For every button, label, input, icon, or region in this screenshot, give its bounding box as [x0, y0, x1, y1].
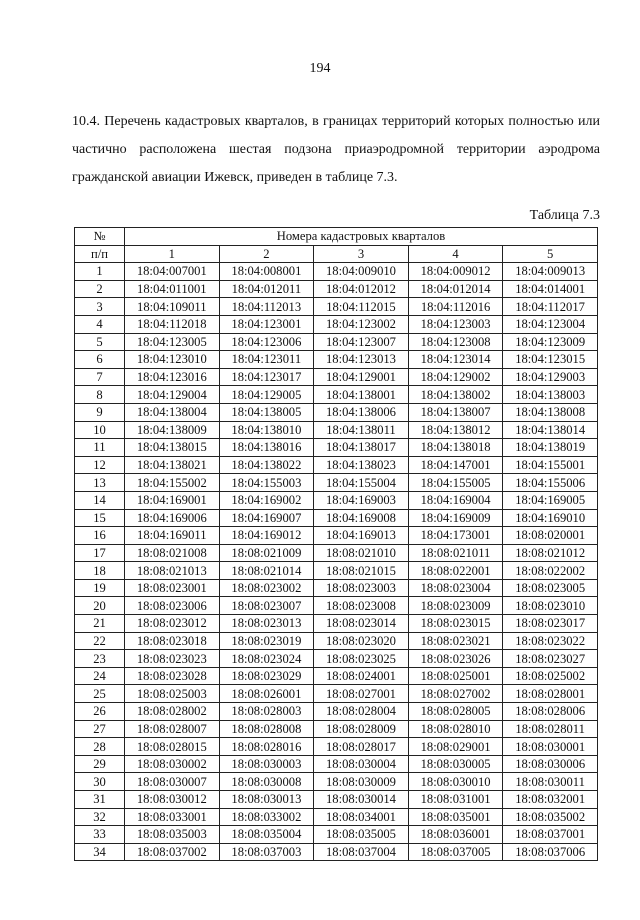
cadastral-number-cell: 18:08:023002: [219, 579, 314, 597]
cadastral-number-cell: 18:08:028017: [314, 738, 409, 756]
cadastral-number-cell: 18:04:138002: [408, 386, 503, 404]
cadastral-number-cell: 18:04:173001: [408, 527, 503, 545]
cadastral-number-cell: 18:04:012011: [219, 280, 314, 298]
table-row: [75, 263, 598, 281]
cadastral-number-cell: 18:08:023012: [125, 615, 220, 633]
cadastral-number-cell: 18:08:031001: [408, 791, 503, 809]
cadastral-number-cell: 18:08:028015: [125, 738, 220, 756]
cadastral-number-cell: 18:08:030006: [503, 755, 598, 773]
cadastral-number-cell: 18:08:021009: [219, 544, 314, 562]
page-number: 194: [309, 61, 331, 76]
cadastral-number-cell: 18:08:023006: [125, 597, 220, 615]
row-number-cell: 16: [75, 527, 125, 545]
cadastral-number-cell: 18:08:023023: [125, 650, 220, 668]
cadastral-number-cell: 18:04:012012: [314, 280, 409, 298]
row-number-cell: 26: [75, 703, 125, 721]
cadastral-number-cell: 18:04:123011: [219, 351, 314, 369]
cadastral-number-cell: 18:04:138005: [219, 403, 314, 421]
row-number-cell: 1: [75, 263, 125, 281]
row-number-cell: 33: [75, 826, 125, 844]
cadastral-number-cell: 18:04:009013: [503, 263, 598, 281]
row-number-cell: 8: [75, 386, 125, 404]
cadastral-number-cell: 18:04:155006: [503, 474, 598, 492]
cadastral-number-cell: 18:08:023020: [314, 632, 409, 650]
table-row: [75, 773, 598, 791]
cadastral-number-cell: 18:04:138018: [408, 439, 503, 457]
cadastral-number-cell: 18:08:036001: [408, 826, 503, 844]
table-row: [75, 808, 598, 826]
cadastral-number-cell: 18:08:025003: [125, 685, 220, 703]
cadastral-number-cell: 18:08:023027: [503, 650, 598, 668]
cadastral-number-cell: 18:08:023010: [503, 597, 598, 615]
cadastral-number-cell: 18:08:021012: [503, 544, 598, 562]
table-row: [75, 843, 598, 861]
cadastral-number-cell: 18:08:028008: [219, 720, 314, 738]
row-number-cell: 27: [75, 720, 125, 738]
table-row: [75, 650, 598, 668]
cadastral-number-cell: 18:04:155002: [125, 474, 220, 492]
cadastral-number-cell: 18:08:037006: [503, 843, 598, 861]
cadastral-number-cell: 18:08:030004: [314, 755, 409, 773]
table-row: [75, 315, 598, 333]
cadastral-number-cell: 18:04:112017: [503, 298, 598, 316]
cadastral-number-cell: 18:04:138023: [314, 456, 409, 474]
cadastral-number-cell: 18:08:021010: [314, 544, 409, 562]
cadastral-number-cell: 18:04:129005: [219, 386, 314, 404]
table-row: [75, 333, 598, 351]
cadastral-number-cell: 18:08:024001: [314, 667, 409, 685]
cadastral-number-cell: 18:08:037005: [408, 843, 503, 861]
row-number-cell: 28: [75, 738, 125, 756]
cadastral-number-cell: 18:04:138001: [314, 386, 409, 404]
cadastral-number-cell: 18:04:011001: [125, 280, 220, 298]
cadastral-number-cell: 18:04:007001: [125, 263, 220, 281]
cadastral-number-cell: 18:08:028009: [314, 720, 409, 738]
cadastral-number-cell: 18:08:023013: [219, 615, 314, 633]
cadastral-number-cell: 18:08:027002: [408, 685, 503, 703]
cadastral-number-cell: 18:08:023029: [219, 667, 314, 685]
cadastral-number-cell: 18:08:034001: [314, 808, 409, 826]
table-row: [75, 667, 598, 685]
cadastral-number-cell: 18:04:155005: [408, 474, 503, 492]
cadastral-number-cell: 18:04:112013: [219, 298, 314, 316]
row-number-cell: 2: [75, 280, 125, 298]
row-number-cell: 6: [75, 351, 125, 369]
cadastral-number-cell: 18:04:138016: [219, 439, 314, 457]
table-row: [75, 509, 598, 527]
cadastral-number-cell: 18:08:035005: [314, 826, 409, 844]
cadastral-number-cell: 18:08:028003: [219, 703, 314, 721]
cadastral-number-cell: 18:04:138014: [503, 421, 598, 439]
row-number-cell: 23: [75, 650, 125, 668]
cadastral-number-cell: 18:08:023022: [503, 632, 598, 650]
cadastral-number-cell: 18:04:169001: [125, 491, 220, 509]
cadastral-number-cell: 18:04:123004: [503, 315, 598, 333]
cadastral-number-cell: 18:04:138003: [503, 386, 598, 404]
cadastral-number-cell: 18:08:028002: [125, 703, 220, 721]
cadastral-number-cell: 18:04:112016: [408, 298, 503, 316]
cadastral-number-cell: 18:08:030012: [125, 791, 220, 809]
cadastral-number-cell: 18:08:023019: [219, 632, 314, 650]
cadastral-number-cell: 18:04:123007: [314, 333, 409, 351]
table-row: [75, 280, 598, 298]
cadastral-number-cell: 18:08:021008: [125, 544, 220, 562]
row-number-cell: 7: [75, 368, 125, 386]
table-row: [75, 403, 598, 421]
row-number-cell: 25: [75, 685, 125, 703]
table-caption: Таблица 7.3: [529, 208, 600, 223]
cadastral-number-cell: 18:04:112018: [125, 315, 220, 333]
table-row: [75, 755, 598, 773]
cadastral-number-cell: 18:04:169006: [125, 509, 220, 527]
cadastral-number-cell: 18:04:138012: [408, 421, 503, 439]
cadastral-number-cell: 18:08:023003: [314, 579, 409, 597]
cadastral-number-cell: 18:04:155003: [219, 474, 314, 492]
cadastral-number-cell: 18:04:138022: [219, 456, 314, 474]
cadastral-number-cell: 18:04:155001: [503, 456, 598, 474]
header-column-3: 3: [314, 245, 409, 263]
cadastral-number-cell: 18:08:032001: [503, 791, 598, 809]
cadastral-number-cell: 18:04:112015: [314, 298, 409, 316]
cadastral-number-cell: 18:08:030001: [503, 738, 598, 756]
cadastral-number-cell: 18:08:033001: [125, 808, 220, 826]
cadastral-number-cell: 18:04:109011: [125, 298, 220, 316]
cadastral-number-cell: 18:08:028011: [503, 720, 598, 738]
cadastral-number-cell: 18:08:022001: [408, 562, 503, 580]
table-row: [75, 597, 598, 615]
row-number-cell: 29: [75, 755, 125, 773]
cadastral-number-cell: 18:08:030013: [219, 791, 314, 809]
cadastral-number-cell: 18:04:123008: [408, 333, 503, 351]
cadastral-number-cell: 18:08:023017: [503, 615, 598, 633]
cadastral-number-cell: 18:04:138017: [314, 439, 409, 457]
cadastral-number-cell: 18:04:123009: [503, 333, 598, 351]
header-number-sign: №: [75, 228, 125, 246]
cadastral-number-cell: 18:08:037004: [314, 843, 409, 861]
row-number-cell: 34: [75, 843, 125, 861]
cadastral-number-cell: 18:04:169002: [219, 491, 314, 509]
row-number-cell: 20: [75, 597, 125, 615]
table-row: [75, 421, 598, 439]
cadastral-number-cell: 18:08:028006: [503, 703, 598, 721]
table-row: [75, 720, 598, 738]
row-number-cell: 11: [75, 439, 125, 457]
cadastral-number-cell: 18:04:138006: [314, 403, 409, 421]
cadastral-number-cell: 18:04:138015: [125, 439, 220, 457]
cadastral-number-cell: 18:04:138021: [125, 456, 220, 474]
cadastral-number-cell: 18:08:030003: [219, 755, 314, 773]
row-number-cell: 22: [75, 632, 125, 650]
table-row: [75, 703, 598, 721]
cadastral-number-cell: 18:08:035002: [503, 808, 598, 826]
header-column-5: 5: [503, 245, 598, 263]
row-number-cell: 5: [75, 333, 125, 351]
cadastral-number-cell: 18:04:123002: [314, 315, 409, 333]
row-number-cell: 10: [75, 421, 125, 439]
cadastral-number-cell: 18:08:029001: [408, 738, 503, 756]
table-row: [75, 386, 598, 404]
cadastral-number-cell: 18:04:123005: [125, 333, 220, 351]
cadastral-number-cell: 18:04:123017: [219, 368, 314, 386]
cadastral-number-cell: 18:08:021015: [314, 562, 409, 580]
table-row: [75, 615, 598, 633]
cadastral-number-cell: 18:08:023007: [219, 597, 314, 615]
cadastral-number-cell: 18:08:025002: [503, 667, 598, 685]
cadastral-number-cell: 18:08:030014: [314, 791, 409, 809]
cadastral-number-cell: 18:08:028007: [125, 720, 220, 738]
cadastral-number-cell: 18:04:138007: [408, 403, 503, 421]
cadastral-number-cell: 18:04:123014: [408, 351, 503, 369]
cadastral-number-cell: 18:04:138009: [125, 421, 220, 439]
header-column-2: 2: [219, 245, 314, 263]
cadastral-number-cell: 18:04:138008: [503, 403, 598, 421]
table-row: [75, 544, 598, 562]
header-column-1: 1: [125, 245, 220, 263]
cadastral-number-cell: 18:04:129004: [125, 386, 220, 404]
cadastral-number-cell: 18:08:023008: [314, 597, 409, 615]
cadastral-number-cell: 18:08:021014: [219, 562, 314, 580]
row-number-cell: 3: [75, 298, 125, 316]
table-row: [75, 579, 598, 597]
cadastral-number-cell: 18:04:008001: [219, 263, 314, 281]
table-row: [75, 439, 598, 457]
cadastral-number-cell: 18:08:021011: [408, 544, 503, 562]
cadastral-number-cell: 18:08:023021: [408, 632, 503, 650]
table-row: [75, 368, 598, 386]
table-row: [75, 456, 598, 474]
cadastral-number-cell: 18:04:169010: [503, 509, 598, 527]
cadastral-number-cell: 18:08:030008: [219, 773, 314, 791]
cadastral-number-cell: 18:04:169007: [219, 509, 314, 527]
cadastral-number-cell: 18:08:023026: [408, 650, 503, 668]
cadastral-number-cell: 18:08:027001: [314, 685, 409, 703]
cadastral-number-cell: 18:08:030005: [408, 755, 503, 773]
cadastral-number-cell: 18:04:129001: [314, 368, 409, 386]
cadastral-number-cell: 18:08:037001: [503, 826, 598, 844]
table-row: [75, 474, 598, 492]
header-group-title: Номера кадастровых кварталов: [125, 228, 598, 246]
cadastral-number-cell: 18:04:012014: [408, 280, 503, 298]
table-row: [75, 738, 598, 756]
row-number-cell: 15: [75, 509, 125, 527]
cadastral-number-cell: 18:04:123006: [219, 333, 314, 351]
cadastral-number-cell: 18:08:030010: [408, 773, 503, 791]
cadastral-number-cell: 18:04:169008: [314, 509, 409, 527]
cadastral-number-cell: 18:04:129003: [503, 368, 598, 386]
cadastral-number-cell: 18:04:169011: [125, 527, 220, 545]
cadastral-number-cell: 18:08:030009: [314, 773, 409, 791]
cadastral-number-cell: 18:04:009010: [314, 263, 409, 281]
cadastral-number-cell: 18:08:028005: [408, 703, 503, 721]
cadastral-number-cell: 18:04:123003: [408, 315, 503, 333]
table-row: [75, 685, 598, 703]
cadastral-number-cell: 18:08:023015: [408, 615, 503, 633]
cadastral-number-cell: 18:04:138010: [219, 421, 314, 439]
cadastral-number-cell: 18:04:123015: [503, 351, 598, 369]
cadastral-number-cell: 18:08:028004: [314, 703, 409, 721]
cadastral-number-cell: 18:04:169003: [314, 491, 409, 509]
table-row: [75, 632, 598, 650]
row-number-cell: 32: [75, 808, 125, 826]
cadastral-number-cell: 18:04:169012: [219, 527, 314, 545]
table-body: [75, 263, 598, 861]
cadastral-number-cell: 18:08:025001: [408, 667, 503, 685]
cadastral-number-cell: 18:04:123001: [219, 315, 314, 333]
cadastral-number-cell: 18:08:028001: [503, 685, 598, 703]
cadastral-number-cell: 18:04:138004: [125, 403, 220, 421]
cadastral-number-cell: 18:08:023018: [125, 632, 220, 650]
header-column-4: 4: [408, 245, 503, 263]
cadastral-number-cell: 18:08:022002: [503, 562, 598, 580]
cadastral-number-cell: 18:04:123013: [314, 351, 409, 369]
table-row: [75, 562, 598, 580]
cadastral-number-cell: 18:08:037002: [125, 843, 220, 861]
cadastral-number-cell: 18:04:169009: [408, 509, 503, 527]
header-row-index: п/п: [75, 245, 125, 263]
row-number-cell: 12: [75, 456, 125, 474]
cadastral-number-cell: 18:08:021013: [125, 562, 220, 580]
cadastral-number-cell: 18:04:169013: [314, 527, 409, 545]
cadastral-number-cell: 18:04:138011: [314, 421, 409, 439]
table-row: [75, 298, 598, 316]
cadastral-number-cell: 18:08:037003: [219, 843, 314, 861]
table-row: [75, 351, 598, 369]
cadastral-number-cell: 18:04:155004: [314, 474, 409, 492]
row-number-cell: 4: [75, 315, 125, 333]
cadastral-number-cell: 18:08:020001: [503, 527, 598, 545]
cadastral-number-cell: 18:08:023004: [408, 579, 503, 597]
cadastral-number-cell: 18:08:033002: [219, 808, 314, 826]
row-number-cell: 14: [75, 491, 125, 509]
cadastral-number-cell: 18:04:123010: [125, 351, 220, 369]
cadastral-number-cell: 18:04:014001: [503, 280, 598, 298]
table-row: [75, 527, 598, 545]
cadastral-number-cell: 18:08:023009: [408, 597, 503, 615]
cadastral-number-cell: 18:08:023028: [125, 667, 220, 685]
cadastral-number-cell: 18:08:026001: [219, 685, 314, 703]
cadastral-number-cell: 18:04:129002: [408, 368, 503, 386]
row-number-cell: 30: [75, 773, 125, 791]
cadastral-number-cell: 18:04:123016: [125, 368, 220, 386]
row-number-cell: 24: [75, 667, 125, 685]
cadastral-number-cell: 18:08:028016: [219, 738, 314, 756]
cadastral-number-cell: 18:08:030007: [125, 773, 220, 791]
cadastral-number-cell: 18:08:023005: [503, 579, 598, 597]
table-row: [75, 791, 598, 809]
cadastral-number-cell: 18:08:030011: [503, 773, 598, 791]
cadastral-number-cell: 18:04:147001: [408, 456, 503, 474]
cadastral-quarters-table: [74, 227, 598, 861]
row-number-cell: 19: [75, 579, 125, 597]
row-number-cell: 18: [75, 562, 125, 580]
row-number-cell: 21: [75, 615, 125, 633]
row-number-cell: 9: [75, 403, 125, 421]
intro-paragraph: 10.4. Перечень кадастровых кварталов, в границах территорий которых полностью или частично расположена шестая подзона приаэродромной территории аэродрома гражданской авиации Ижевск, приведен в таблице 7.3.: [72, 114, 600, 185]
row-number-cell: 17: [75, 544, 125, 562]
table-row: [75, 491, 598, 509]
cadastral-number-cell: 18:04:169005: [503, 491, 598, 509]
cadastral-number-cell: 18:08:035003: [125, 826, 220, 844]
row-number-cell: 31: [75, 791, 125, 809]
cadastral-number-cell: 18:04:169004: [408, 491, 503, 509]
cadastral-number-cell: 18:04:138019: [503, 439, 598, 457]
table-row: [75, 826, 598, 844]
cadastral-number-cell: 18:08:035004: [219, 826, 314, 844]
cadastral-number-cell: 18:08:028010: [408, 720, 503, 738]
cadastral-number-cell: 18:04:009012: [408, 263, 503, 281]
cadastral-number-cell: 18:08:035001: [408, 808, 503, 826]
cadastral-number-cell: 18:08:023001: [125, 579, 220, 597]
row-number-cell: 13: [75, 474, 125, 492]
cadastral-number-cell: 18:08:023025: [314, 650, 409, 668]
cadastral-number-cell: 18:08:030002: [125, 755, 220, 773]
cadastral-number-cell: 18:08:023024: [219, 650, 314, 668]
cadastral-number-cell: 18:08:023014: [314, 615, 409, 633]
